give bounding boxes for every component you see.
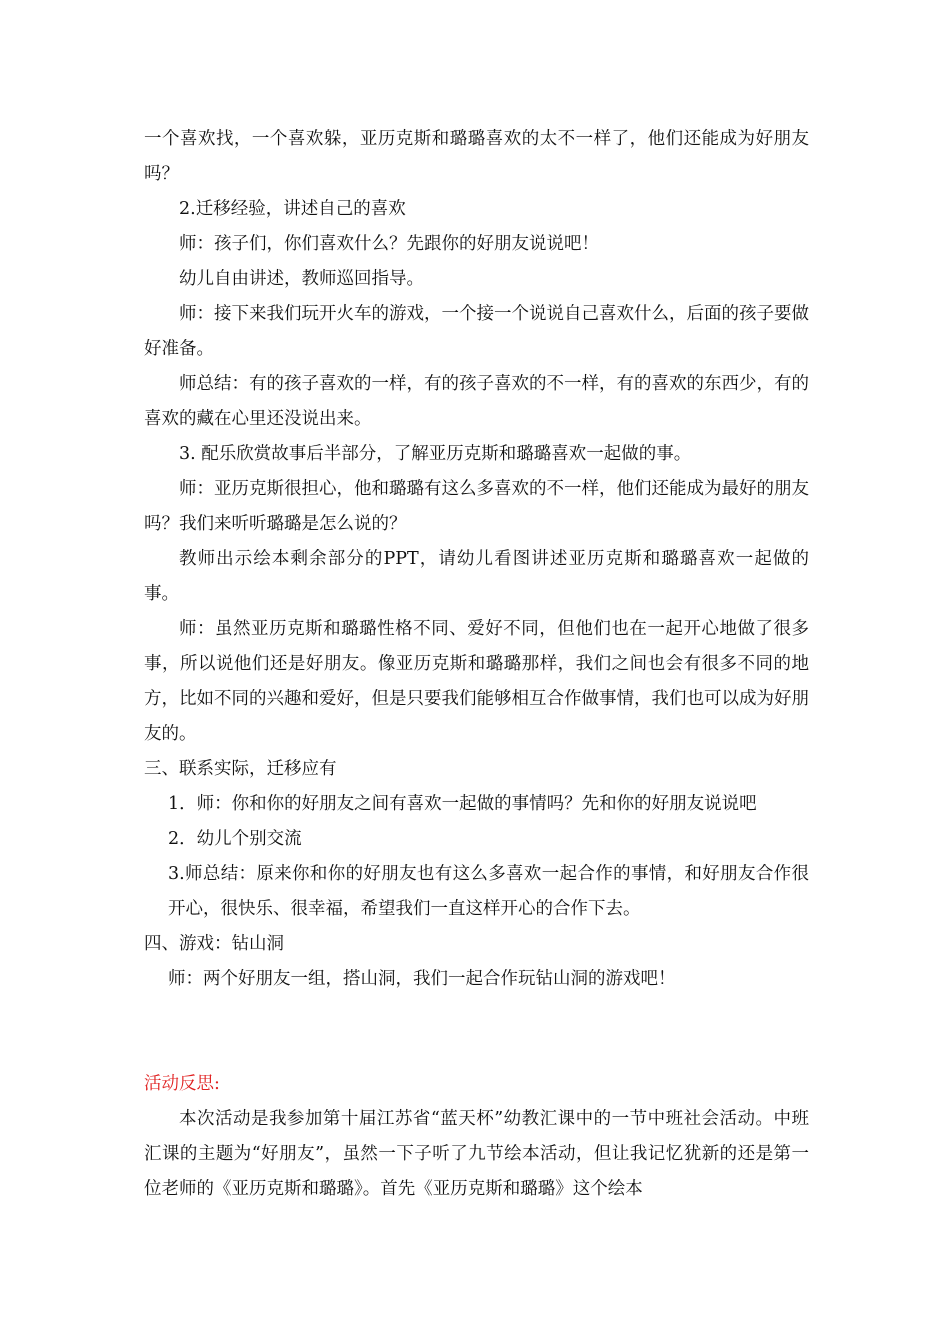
reflection-heading: 活动反思: [144,1074,220,1094]
document-body [144,122,809,1207]
teacher-line: 师：孩子们，你们喜欢什么？先跟你的好朋友说说吧！ [179,234,599,254]
teacher-line: 师：亚历克斯很担心，他和璐璐有这么多喜欢的不一样，他们还能成为最好的朋友吗？我们来听听璐璐是怎么说的？ [144,479,809,534]
paragraph-free-talk: 幼儿自由讲述，教师巡回指导。 [179,269,424,289]
section-4-heading: 四、游戏：钻山洞 [144,934,284,954]
list-item-2: 2．幼儿个别交流 [168,829,302,849]
teacher-line: 师：两个好朋友一组，搭山洞，我们一起合作玩钻山洞的游戏吧！ [168,969,676,989]
list-item-1: 1．师：你和你的好朋友之间有喜欢一起做的事情吗？先和你的好朋友说说吧 [168,794,757,814]
reflection-text: 本次活动是我参加第十届江苏省“蓝天杯”幼教汇课中的一节中班社会活动。中班汇课的主题为“好朋友”，虽然一下子听了九节绘本活动，但让我记忆犹新的还是第一位老师的《亚历克斯和璐璐》。首先《亚历克斯和璐璐》这个绘本 [144,1109,809,1199]
section-3-heading: 三、联系实际，迁移应有 [144,759,337,779]
paragraph-question: 一个喜欢找，一个喜欢躲，亚历克斯和璐璐喜欢的太不一样了，他们还能成为好朋友吗？ [144,129,809,184]
teacher-line: 师：接下来我们玩开火车的游戏，一个接一个说说自己喜欢什么，后面的孩子要做好准备。 [144,304,809,359]
list-item-3: 3.师总结：原来你和你的好朋友也有这么多喜欢一起合作的事情，和好朋友合作很开心，很快乐、很幸福，希望我们一直这样开心的合作下去。 [168,864,809,919]
spacer [144,997,809,1067]
teacher-line: 师：虽然亚历克斯和璐璐性格不同、爱好不同，但他们也在一起开心地做了很多事，所以说他们还是好朋友。像亚历克斯和璐璐那样，我们之间也会有很多不同的地方，比如不同的兴趣和爱好，但是只要我们能够相互合作做事情，我们也可以成为好朋友的。 [144,619,809,744]
step-2-heading: 2.迁移经验，讲述自己的喜欢 [179,199,406,219]
step-3-heading: 3. 配乐欣赏故事后半部分，了解亚历克斯和璐璐喜欢一起做的事。 [179,444,692,464]
teacher-summary: 师总结：有的孩子喜欢的一样，有的孩子喜欢的不一样，有的喜欢的东西少，有的喜欢的藏在心里还没说出来。 [144,374,809,429]
paragraph-ppt: 教师出示绘本剩余部分的PPT，请幼儿看图讲述亚历克斯和璐璐喜欢一起做的事。 [144,549,809,604]
